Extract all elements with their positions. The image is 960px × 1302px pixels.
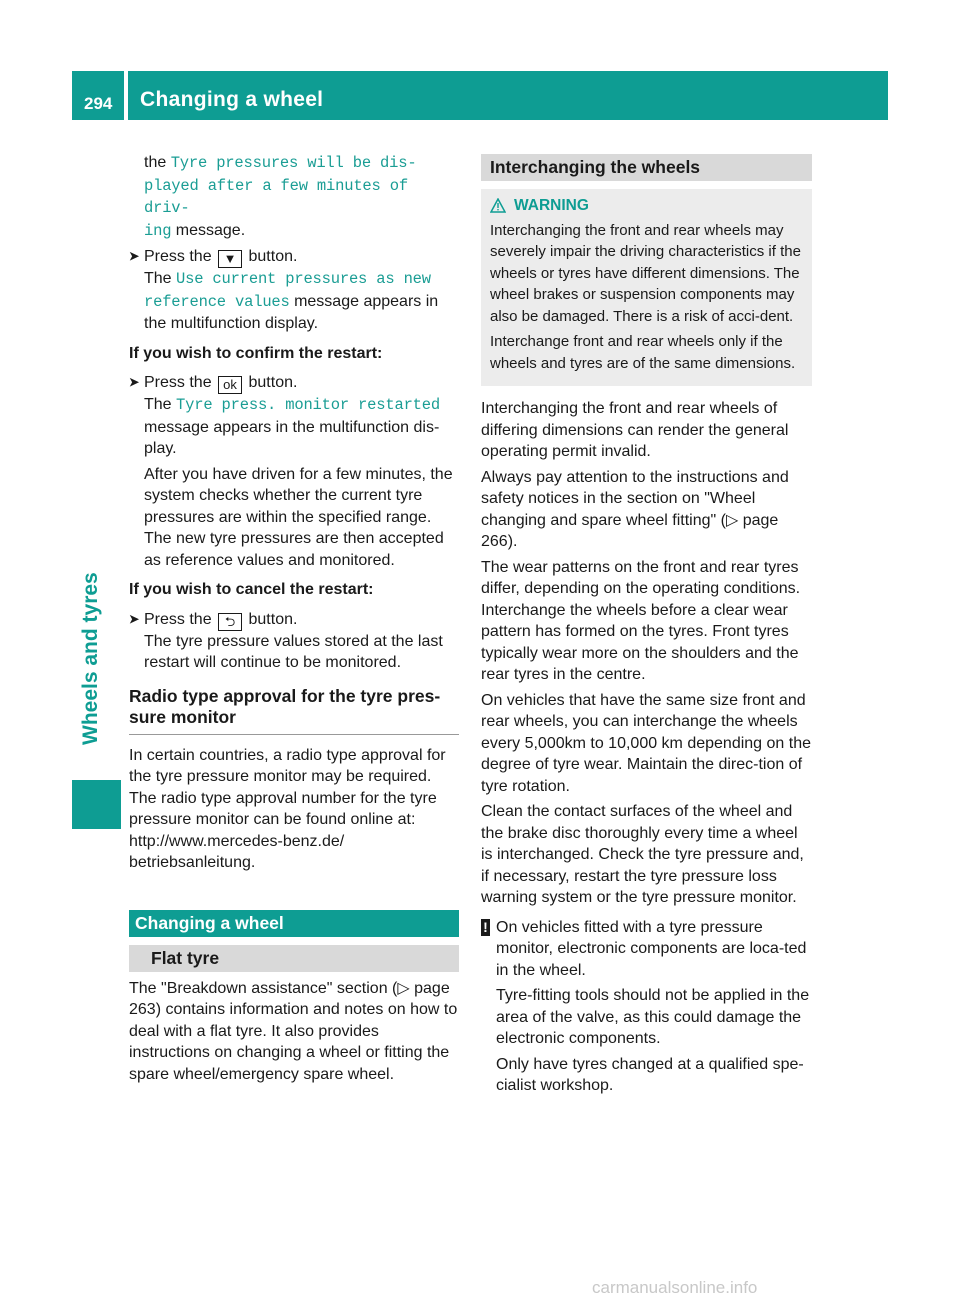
- note-text: Tyre-fitting tools should not be applied in the area of the valve, as this could damage the electronic components.: [496, 987, 810, 1047]
- note-block: [481, 917, 812, 1097]
- body-paragraph: Interchanging the front and rear wheels of differing dimensions can render the general operating permit invalid.: [481, 400, 789, 460]
- step-text: button.: [248, 374, 298, 391]
- left-column: [129, 152, 459, 1089]
- ok-button-icon: ok: [218, 376, 242, 394]
- warning-text: Interchanging the front and rear wheels may severely impair the driving characteristics if the wheels or tyres have different dimensions. The wheel brakes or suspension components may also be damaged. There is a risk of acci-dent.: [490, 221, 801, 325]
- radio-approval-text: In certain countries, a radio type approval for the tyre pressure monitor may be required. The radio type approval number for the tyre pressure monitor can be found online at: http://www.mercedes-benz.de/ betriebsanleitung.: [129, 746, 446, 871]
- section-band-flat-tyre: Flat tyre: [129, 945, 459, 972]
- heading-radio-approval: Radio type approval for the tyre pres-sure monitor: [129, 686, 459, 735]
- display-message: Tyre press. monitor restarted: [176, 396, 440, 414]
- warning-triangle-icon: [490, 198, 506, 213]
- exclamation-icon: !: [481, 919, 490, 936]
- step-text: The: [144, 396, 172, 413]
- step-text: Press the: [144, 248, 212, 265]
- step-press-down: [129, 246, 459, 335]
- page-number: 294: [84, 94, 113, 113]
- step-text: The: [144, 270, 172, 287]
- side-tab-label: Wheels and tyres: [79, 572, 102, 745]
- intro-post: message.: [175, 221, 246, 239]
- note-text: On vehicles fitted with a tyre pressure monitor, electronic components are loca-ted in the wheel.: [496, 918, 807, 979]
- step-press-ok: [129, 372, 459, 571]
- step-text: message appears in: [294, 292, 439, 310]
- back-button-icon: ⮌: [218, 613, 242, 631]
- step-arrow-icon: ➤: [129, 249, 140, 263]
- body-paragraph: Always pay attention to the instructions and safety notices in the section on "Wheel changing and spare wheel fitting" (▷ page 266).: [481, 468, 789, 550]
- heading-cancel-restart: If you wish to cancel the restart:: [129, 581, 374, 598]
- note-text: Only have tyres changed at a qualified spe-cialist workshop.: [496, 1055, 804, 1094]
- display-message: reference values: [144, 292, 290, 311]
- step-text: button.: [248, 610, 298, 628]
- display-message: played after a few minutes of driv‐: [144, 176, 408, 217]
- step-paragraph: After you have driven for a few minutes, the system checks whether the current tyre pressures are within the specified range. The new tyre pressures are then accepted as reference values and monitored.: [144, 465, 453, 569]
- section-band-changing-wheel: Changing a wheel: [129, 910, 459, 937]
- flat-tyre-text: The "Breakdown assistance" section (▷ page 263) contains information and notes on how to deal with a flat tyre. It also provides instructions on changing a wheel or fitting the spare wheel/emergency spare wheel.: [129, 979, 458, 1083]
- warning-text: Interchange front and rear wheels only if the wheels and tyres are of the same dimensions.: [490, 333, 796, 372]
- intro-paragraph: [129, 152, 459, 242]
- warning-box: [481, 189, 812, 386]
- step-text: Press the: [144, 374, 212, 391]
- display-message: ing: [144, 221, 172, 240]
- body-paragraph: On vehicles that have the same size front and rear wheels, you can interchange the wheels every 5,000km to 10,000 km depending on the degree of tyre wear. Maintain the direc-tion of tyre rotation.: [481, 691, 811, 795]
- warning-title-row: [490, 195, 803, 217]
- step-arrow-icon: ➤: [129, 611, 140, 626]
- step-arrow-icon: ➤: [129, 375, 140, 389]
- display-message: Use current pressures as new: [176, 270, 431, 288]
- page-title: Changing a wheel: [140, 88, 324, 111]
- step-text: the multifunction display.: [144, 315, 319, 332]
- step-text: Press the: [144, 610, 212, 628]
- body-paragraph: Clean the contact surfaces of the wheel and the brake disc thoroughly every time a wheel is interchanged. Check the tyre pressure and, if necessary, restart the tyre pressure loss warning system or the tyre pressure monitor.: [481, 803, 804, 906]
- step-text: The tyre pressure values stored at the last restart will continue to be monitored.: [144, 632, 443, 671]
- step-press-back: [129, 609, 459, 674]
- side-tab-marker: [72, 780, 121, 829]
- watermark: carmanualsonline.info: [592, 1278, 758, 1297]
- body-paragraph: The wear patterns on the front and rear tyres differ, depending on the operating conditions. Interchange the wheels before a clear wear pattern has formed on the tyres. Front tyres typically wear more on the shoulders and the rear tyres in the centre.: [481, 558, 801, 683]
- step-text: message appears in the multifunction dis-play.: [144, 418, 440, 457]
- display-message: Tyre pressures will be dis‐: [170, 154, 417, 172]
- right-column: [481, 154, 812, 1101]
- heading-confirm-restart: If you wish to confirm the restart:: [129, 344, 383, 362]
- header-divider: [124, 71, 128, 120]
- intro-pre: the: [144, 154, 167, 171]
- step-text: button.: [248, 248, 298, 265]
- section-band-interchanging: Interchanging the wheels: [481, 154, 812, 181]
- warning-title: WARNING: [514, 197, 589, 214]
- down-button-icon: ▼: [218, 250, 242, 268]
